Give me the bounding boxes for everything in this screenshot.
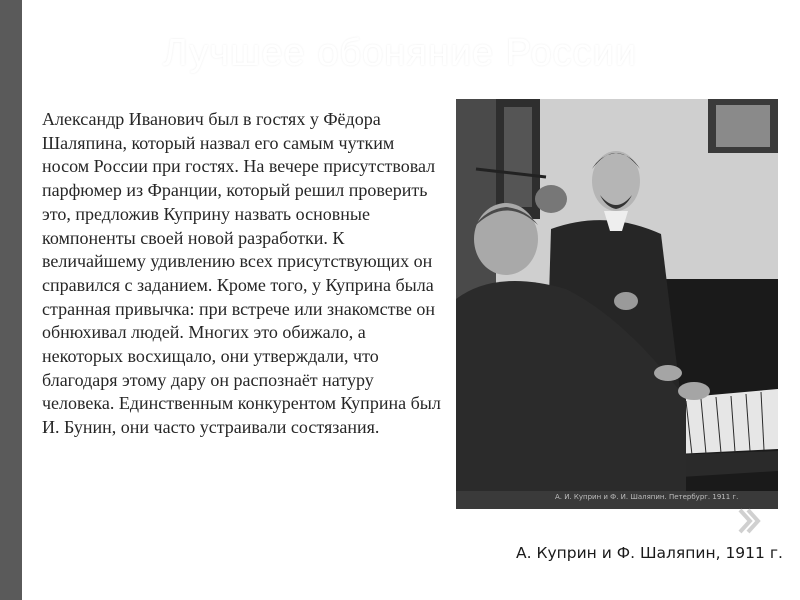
- historical-photo: [456, 99, 778, 509]
- slide-title: Лучшее обоняние России: [162, 32, 638, 74]
- left-accent-bar: [0, 0, 22, 600]
- body-text: Александр Иванович был в гостях у Фёдора Шаляпина, который назвал его самым чутким носом России при гостях. На вечере присутствовал парфюмер из Франции, который решил проверить это, предложив Куприну назвать основные компоненты своей новой разработки. К величайшему удивлению всех присутствующих он справился с заданием. Кроме того, у Куприна была странная привычка: при встрече или знакомстве он обнюхивал людей. Многих это обижало, а некоторых восхищало, они утверждали, что благодаря этому дару он распознаёт натуру человека. Единственным конкурентом Куприна был И. Бунин, они часто устраивали состязания.: [42, 109, 441, 438]
- photo-inscription: А. И. Куприн и Ф. И. Шаляпин. Петербург. 1911 г.: [555, 493, 739, 501]
- chevron-right-icon: [736, 506, 762, 536]
- next-slide-button[interactable]: [736, 506, 762, 536]
- photo-caption: А. Куприн и Ф. Шаляпин, 1911 г.: [516, 544, 783, 562]
